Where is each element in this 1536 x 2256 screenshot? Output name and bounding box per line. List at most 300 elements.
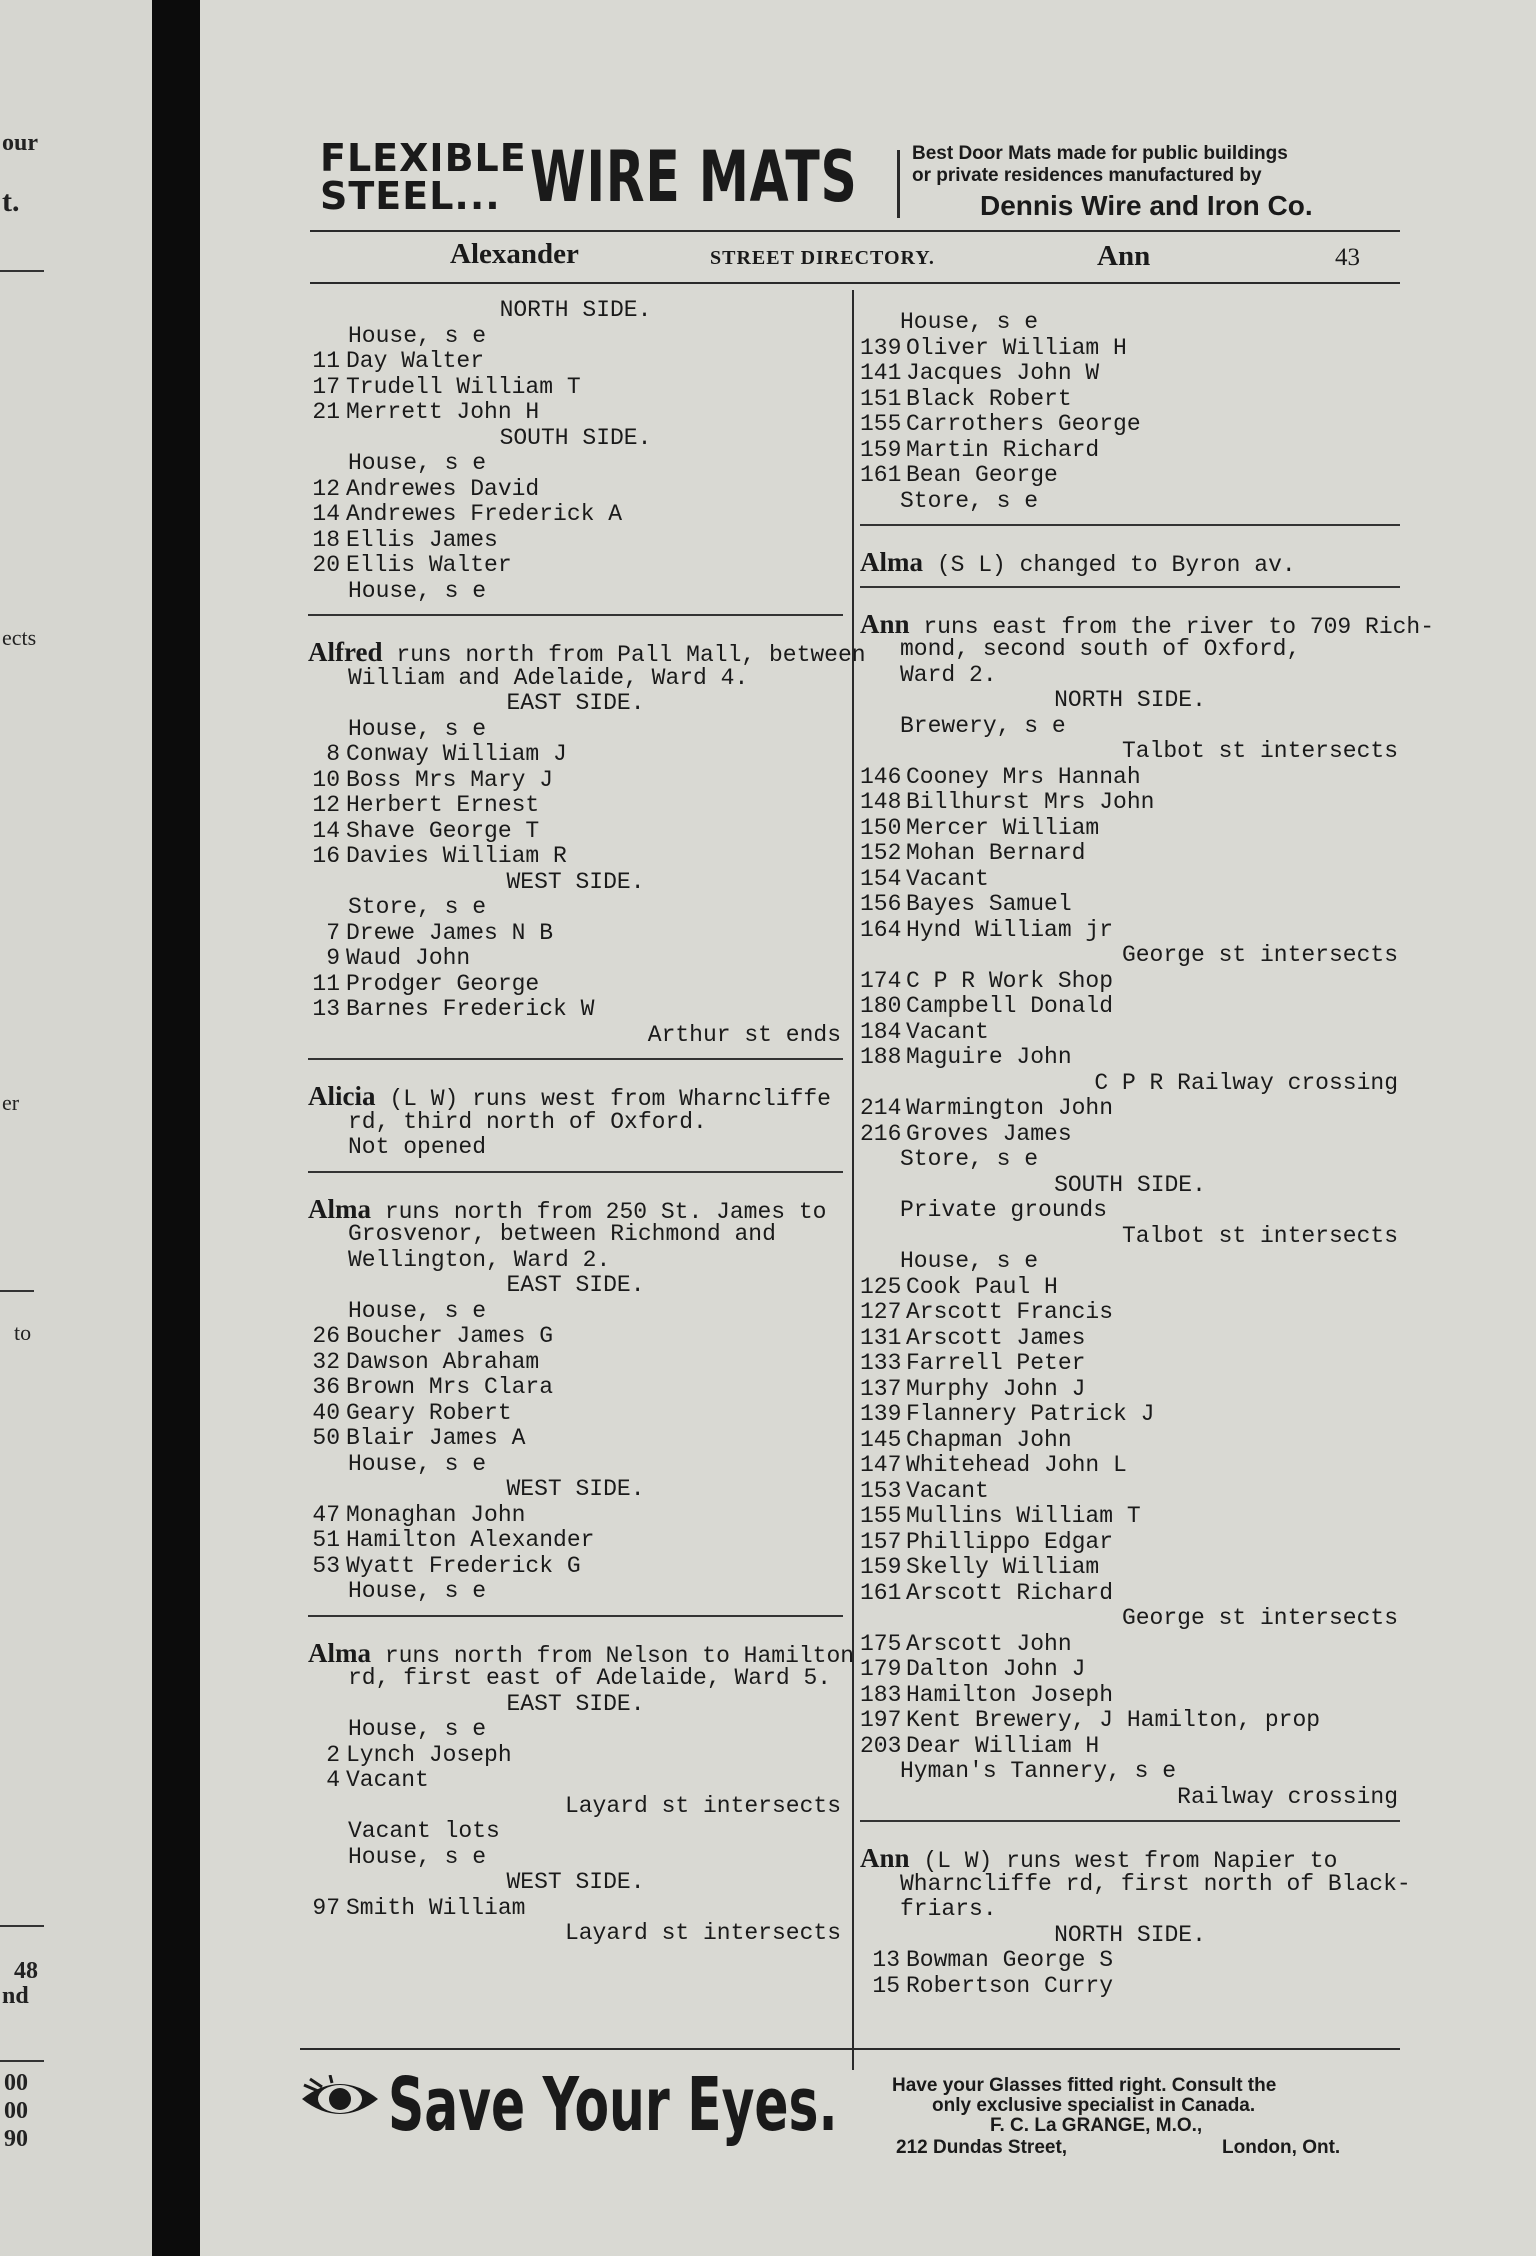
section-divider: [308, 614, 843, 626]
indented-line: House, s e: [348, 1843, 487, 1870]
resident-name: Herbert Ernest: [346, 792, 540, 818]
directory-entry: [308, 1743, 843, 1769]
indented-line: Ward 2.: [900, 661, 997, 688]
resident-name: Wyatt Frederick G: [346, 1552, 581, 1579]
directory-entry: [308, 528, 843, 554]
ad-address: 212 Dundas Street,: [896, 2137, 1068, 2158]
house-number: 40: [312, 1399, 340, 1426]
directory-entry: [860, 387, 1400, 413]
directory-entry: [308, 1554, 843, 1580]
directory-entry: [308, 1401, 843, 1427]
directory-entry: [860, 816, 1400, 842]
resident-name: Martin Richard: [906, 436, 1100, 463]
directory-entry: [308, 400, 843, 426]
street-name: Alma: [308, 1637, 371, 1668]
house-number: 18: [312, 526, 340, 553]
directory-entry: [308, 921, 843, 947]
side-heading: EAST SIDE.: [506, 1690, 645, 1717]
street-description: (L W) runs west from Wharncliffe: [389, 1086, 831, 1112]
directory-entry: [860, 1122, 1400, 1148]
directory-entry: [308, 1426, 843, 1452]
fragment-text: 00: [4, 2098, 28, 2124]
fragment-text: 48: [14, 1958, 38, 1984]
indented-line: mond, second south of Oxford,: [900, 636, 1301, 662]
house-number: 197: [860, 1707, 902, 1733]
directory-entry: [860, 1581, 1400, 1607]
directory-entry: [860, 412, 1400, 438]
directory-entry: [308, 946, 843, 972]
indented-line: House, s e: [900, 1248, 1039, 1274]
directory-entry: [860, 969, 1400, 995]
house-number: 26: [312, 1323, 340, 1349]
directory-entry: [308, 1528, 843, 1554]
directory-entry: [860, 892, 1400, 918]
street-description: (S L) changed to Byron av.: [936, 552, 1296, 578]
house-number: 133: [860, 1350, 902, 1376]
house-number: 146: [860, 763, 902, 790]
directory-entry: [308, 768, 843, 794]
directory-entry: [860, 1974, 1400, 2000]
directory-entry: [860, 1504, 1400, 1530]
directory-entry: [860, 336, 1400, 362]
resident-name: Ellis James: [346, 526, 498, 553]
house-number: 203: [860, 1732, 902, 1759]
house-number: 155: [860, 1503, 902, 1529]
section-divider: [860, 586, 1400, 598]
street-entry: [308, 1637, 855, 1669]
indented-line: Private grounds: [900, 1197, 1108, 1223]
directory-entry: [860, 918, 1400, 944]
house-number: 175: [860, 1630, 902, 1657]
resident-name: Arscott James: [906, 1324, 1086, 1351]
house-number: 161: [860, 1579, 902, 1606]
indented-line: Wharncliffe rd, first north of Black-: [900, 1870, 1411, 1897]
street-name: Alma: [308, 1193, 371, 1224]
directory-entry: [860, 867, 1400, 893]
resident-name: Drewe James N B: [346, 919, 554, 946]
house-number: 2: [326, 1741, 340, 1768]
resident-name: Bowman George S: [906, 1947, 1114, 1973]
house-number: 12: [312, 475, 340, 502]
street-entry: [860, 1843, 1400, 1874]
indented-line: Store, s e: [348, 894, 487, 920]
indented-line: House, s e: [348, 1716, 487, 1742]
resident-name: Davies William R: [346, 843, 567, 869]
house-number: 21: [312, 399, 340, 425]
house-number: 137: [860, 1375, 902, 1402]
directory-entry: [860, 1708, 1400, 1734]
directory-entry: [860, 1530, 1400, 1556]
resident-name: Brown Mrs Clara: [346, 1374, 554, 1400]
resident-name: Vacant: [346, 1767, 429, 1793]
resident-name: Campbell Donald: [906, 993, 1114, 1019]
indented-line: Brewery, s e: [900, 712, 1066, 739]
indented-line: House, s e: [348, 715, 487, 742]
house-number: 188: [860, 1044, 902, 1070]
ad-optician-name: F. C. La GRANGE, M.O.,: [990, 2115, 1203, 2136]
directory-entry: [860, 1657, 1400, 1683]
house-number: 147: [860, 1452, 902, 1478]
street-entry: [308, 1081, 843, 1112]
house-number: 131: [860, 1324, 902, 1351]
directory-entry: [308, 972, 843, 998]
house-number: 10: [312, 766, 340, 793]
house-number: 13: [312, 996, 340, 1022]
house-number: 148: [860, 789, 902, 815]
directory-entry: [860, 1377, 1400, 1403]
street-entry: [308, 637, 866, 668]
indented-line: House, s e: [348, 1578, 487, 1604]
indented-line: rd, first east of Adelaide, Ward 5.: [348, 1665, 832, 1691]
resident-name: Murphy John J: [906, 1375, 1086, 1402]
street-intersection: Railway crossing: [1177, 1783, 1398, 1810]
resident-name: Mohan Bernard: [906, 840, 1086, 866]
resident-name: Carrothers George: [906, 411, 1141, 437]
indented-line: Store, s e: [900, 1146, 1039, 1172]
directory-entry: [860, 994, 1400, 1020]
ad-glasses-line: Have your Glasses fitted right. Consult the: [892, 2075, 1277, 2096]
street-intersection: Layard st intersects: [564, 1920, 841, 1946]
house-number: 16: [312, 843, 340, 869]
street-note: Not opened: [348, 1134, 487, 1160]
house-number: 14: [312, 501, 340, 527]
indented-line: House, s e: [900, 309, 1039, 335]
resident-name: Mullins William T: [906, 1503, 1141, 1529]
side-heading: SOUTH SIDE.: [499, 424, 652, 451]
section-divider: [308, 1058, 843, 1070]
ad-flexible: FLEXIBLE: [320, 136, 527, 180]
house-number: 157: [860, 1528, 902, 1555]
resident-name: Cooney Mrs Hannah: [906, 763, 1141, 790]
house-number: 7: [326, 919, 340, 946]
resident-name: Conway William J: [346, 741, 567, 767]
street-entry: [308, 1193, 843, 1225]
resident-name: Farrell Peter: [906, 1350, 1086, 1376]
directory-entry: [860, 1275, 1400, 1301]
indented-line: William and Adelaide, Ward 4.: [348, 664, 749, 691]
house-number: 179: [860, 1656, 902, 1682]
directory-entry: [860, 1632, 1400, 1658]
house-number: 154: [860, 865, 902, 892]
directory-entry: [860, 1045, 1400, 1071]
resident-name: Vacant: [906, 865, 989, 892]
resident-name: Whitehead John L: [906, 1452, 1127, 1478]
side-heading: NORTH SIDE.: [1054, 687, 1206, 713]
resident-name: Robertson Curry: [906, 1972, 1114, 1999]
house-number: 164: [860, 916, 902, 943]
house-number: 13: [872, 1947, 900, 1973]
street-description: runs east from the river to 709 Rich-: [923, 613, 1435, 640]
ad-specialist-line: only exclusive specialist in Canada.: [932, 2095, 1256, 2116]
resident-name: Bayes Samuel: [906, 891, 1072, 917]
indented-line: Grosvenor, between Richmond and: [348, 1221, 776, 1247]
resident-name: Black Robert: [906, 385, 1072, 412]
resident-name: Arscott Richard: [906, 1579, 1114, 1606]
resident-name: Ellis Walter: [346, 552, 512, 578]
eye-icon: [300, 2075, 380, 2123]
house-number: 139: [860, 334, 902, 361]
house-number: 150: [860, 814, 902, 841]
resident-name: Kent Brewery, J Hamilton, prop: [906, 1707, 1321, 1733]
house-number: 159: [860, 436, 902, 463]
directory-entry: [308, 1350, 843, 1376]
house-number: 20: [312, 552, 340, 578]
resident-name: Dalton John J: [906, 1656, 1086, 1682]
street-description: (L W) runs west from Napier to: [923, 1848, 1338, 1874]
directory-entry: [308, 1896, 843, 1922]
street-name: Alicia: [308, 1081, 376, 1111]
house-number: 156: [860, 891, 902, 917]
directory-entry: [860, 1402, 1400, 1428]
resident-name: Flannery Patrick J: [906, 1401, 1155, 1427]
street-intersection: George st intersects: [1121, 942, 1398, 968]
resident-name: Bean George: [906, 462, 1058, 488]
resident-name: Groves James: [906, 1120, 1072, 1147]
ad-save-your-eyes: Save Your Eyes.: [388, 2062, 838, 2148]
resident-name: Boucher James G: [346, 1323, 554, 1349]
resident-name: Oliver William H: [906, 334, 1127, 361]
house-number: 145: [860, 1426, 902, 1453]
resident-name: Smith William: [346, 1894, 526, 1921]
indented-line: Wellington, Ward 2.: [348, 1246, 611, 1273]
house-number: 51: [312, 1527, 340, 1553]
resident-name: Lynch Joseph: [346, 1741, 512, 1768]
directory-entry: [308, 349, 843, 375]
resident-name: Warmington John: [906, 1095, 1114, 1121]
header-last-street: Ann: [1097, 240, 1151, 272]
street-description: runs north from 250 St. James to: [384, 1198, 827, 1225]
resident-name: Waud John: [346, 945, 471, 971]
indented-line: House, s e: [348, 1297, 487, 1324]
indented-line: friars.: [900, 1896, 997, 1922]
side-heading: SOUTH SIDE.: [1054, 1171, 1206, 1198]
resident-name: Blair James A: [346, 1425, 526, 1451]
house-number: 47: [312, 1501, 340, 1528]
directory-entry: [860, 1096, 1400, 1122]
street-intersection: Arthur st ends: [647, 1021, 841, 1048]
adjacent-page-fragment: [0, 0, 152, 2256]
directory-entry: [860, 1555, 1400, 1581]
indented-line: House, s e: [348, 450, 487, 476]
section-divider: [308, 1171, 843, 1183]
directory-entry: [308, 375, 843, 401]
directory-entry: [308, 1324, 843, 1350]
directory-entry: [860, 1300, 1400, 1326]
resident-name: Arscott John: [906, 1630, 1072, 1657]
resident-name: Monaghan John: [346, 1501, 526, 1528]
resident-name: C P R Work Shop: [906, 967, 1114, 994]
indented-line: rd, third north of Oxford.: [348, 1108, 707, 1135]
house-number: 141: [860, 360, 902, 386]
directory-entry: [860, 361, 1400, 387]
indented-line: Store, s e: [900, 487, 1039, 514]
resident-name: Shave George T: [346, 817, 540, 844]
resident-name: Barnes Frederick W: [346, 996, 595, 1022]
street-name: Ann: [860, 608, 910, 639]
directory-entry: [308, 844, 843, 870]
header-first-street: Alexander: [450, 238, 579, 270]
indented-line: House, s e: [348, 577, 487, 604]
section-divider: [860, 524, 1400, 536]
fragment-text: nd: [2, 1983, 29, 2009]
page-number: 43: [1335, 244, 1360, 271]
house-number: 50: [312, 1425, 340, 1451]
right-column: [860, 309, 1435, 1999]
house-number: 183: [860, 1681, 902, 1708]
house-number: 151: [860, 385, 902, 412]
street-intersection: C P R Railway crossing: [1094, 1069, 1398, 1096]
directory-entry: [860, 765, 1400, 791]
house-number: 214: [860, 1095, 902, 1121]
street-name: Alfred: [308, 637, 383, 667]
directory-entry: [860, 1453, 1400, 1479]
resident-name: Boss Mrs Mary J: [346, 766, 554, 793]
fragment-text: t.: [2, 185, 20, 218]
street-name: Alma: [860, 547, 923, 577]
resident-name: Vacant: [906, 1477, 989, 1504]
fragment-text: to: [14, 1320, 32, 1345]
resident-name: Prodger George: [346, 970, 540, 997]
resident-name: Hamilton Joseph: [906, 1681, 1114, 1708]
house-number: 9: [326, 945, 340, 971]
resident-name: Mercer William: [906, 814, 1100, 841]
side-heading: WEST SIDE.: [506, 868, 645, 895]
house-number: 127: [860, 1299, 902, 1325]
street-intersection: Talbot st intersects: [1121, 738, 1398, 764]
resident-name: Day Walter: [346, 348, 485, 374]
fragment-text: er: [2, 1090, 20, 1115]
fragment-text: our: [2, 130, 38, 156]
house-number: 36: [312, 1374, 340, 1400]
resident-name: Jacques John W: [906, 360, 1100, 386]
street-entry: [860, 547, 1400, 578]
resident-name: Trudell William T: [346, 373, 581, 400]
resident-name: Andrewes David: [346, 475, 540, 502]
indented-line: House, s e: [348, 322, 487, 349]
side-heading: WEST SIDE.: [506, 1476, 645, 1502]
resident-name: Phillippo Edgar: [906, 1528, 1114, 1555]
directory-entry: [308, 502, 843, 528]
directory-entry: [860, 438, 1400, 464]
resident-name: Merrett John H: [346, 399, 540, 425]
street-description: runs north from Nelson to Hamilton: [384, 1642, 855, 1669]
ad-steel: STEEL...: [320, 174, 501, 218]
house-number: 174: [860, 967, 902, 994]
resident-name: Maguire John: [906, 1044, 1072, 1070]
directory-entry: [860, 1428, 1400, 1454]
directory-entry: [308, 742, 843, 768]
side-heading: WEST SIDE.: [506, 1869, 645, 1895]
house-number: 155: [860, 411, 902, 437]
street-intersection: Layard st intersects: [564, 1792, 841, 1819]
house-number: 97: [312, 1894, 340, 1921]
directory-entry: [860, 1351, 1400, 1377]
resident-name: Geary Robert: [346, 1399, 512, 1426]
directory-entry: [308, 1768, 843, 1794]
house-number: 139: [860, 1401, 902, 1427]
street-intersection: Talbot st intersects: [1121, 1222, 1398, 1249]
directory-entry: [860, 1683, 1400, 1709]
house-number: 8: [326, 741, 340, 767]
side-heading: EAST SIDE.: [506, 1272, 645, 1298]
resident-name: Skelly William: [906, 1554, 1100, 1580]
street-description: runs north from Pall Mall, between: [396, 642, 866, 668]
house-number: 15: [872, 1972, 900, 1999]
section-divider: [860, 1820, 1400, 1832]
house-number: 11: [312, 970, 340, 997]
directory-entry: [308, 477, 843, 503]
indented-line: Hyman's Tannery, s e: [900, 1758, 1177, 1784]
street-intersection: George st intersects: [1121, 1605, 1398, 1631]
resident-name: Andrewes Frederick A: [346, 501, 623, 527]
fragment-text: 00: [4, 2070, 28, 2096]
directory-entry: [860, 1948, 1400, 1974]
resident-name: Dear William H: [906, 1732, 1100, 1759]
resident-name: Arscott Francis: [906, 1299, 1114, 1325]
house-number: 32: [312, 1348, 340, 1375]
house-number: 180: [860, 993, 902, 1019]
ad-best-door-mats: Best Door Mats made for public buildings: [912, 143, 1288, 164]
house-number: 125: [860, 1273, 902, 1300]
section-divider: [308, 1615, 843, 1627]
house-number: 153: [860, 1477, 902, 1504]
page-gutter: [152, 0, 200, 2256]
house-number: 14: [312, 817, 340, 844]
indented-line: House, s e: [348, 1450, 487, 1477]
directory-entry: [308, 793, 843, 819]
house-number: 159: [860, 1554, 902, 1580]
directory-entry: [860, 841, 1400, 867]
resident-name: Cook Paul H: [906, 1273, 1058, 1300]
directory-page: [200, 0, 1536, 2256]
directory-entry: [308, 1375, 843, 1401]
ad-city: London, Ont.: [1222, 2137, 1341, 2158]
ad-wire-mats: WIRE MATS: [530, 136, 858, 218]
house-number: 12: [312, 792, 340, 818]
resident-name: Hynd William jr: [906, 916, 1114, 943]
house-number: 4: [326, 1767, 340, 1793]
directory-entry: [308, 997, 843, 1023]
house-number: 11: [312, 348, 340, 374]
directory-entry: [860, 463, 1400, 489]
house-number: 53: [312, 1552, 340, 1579]
side-heading: NORTH SIDE.: [499, 297, 652, 323]
house-number: 161: [860, 462, 902, 488]
directory-entry: [860, 1734, 1400, 1760]
ad-company: Dennis Wire and Iron Co.: [980, 190, 1313, 221]
house-number: 184: [860, 1018, 902, 1045]
header-title: STREET DIRECTORY.: [710, 247, 935, 269]
resident-name: Vacant: [906, 1018, 989, 1045]
directory-entry: [308, 553, 843, 579]
resident-name: Chapman John: [906, 1426, 1072, 1453]
resident-name: Billhurst Mrs John: [906, 789, 1155, 815]
indented-line: Vacant lots: [348, 1818, 500, 1844]
directory-entry: [860, 790, 1400, 816]
house-number: 17: [312, 373, 340, 400]
directory-entry: [860, 1020, 1400, 1046]
directory-entry: [860, 1326, 1400, 1352]
fragment-text: 90: [4, 2126, 28, 2152]
house-number: 152: [860, 840, 902, 866]
left-column: [308, 297, 866, 1947]
street-name: Ann: [860, 1843, 910, 1873]
fragment-text: ects: [2, 625, 37, 650]
house-number: 216: [860, 1120, 902, 1147]
directory-entry: [308, 819, 843, 845]
side-heading: EAST SIDE.: [506, 690, 645, 716]
side-heading: NORTH SIDE.: [1054, 1921, 1206, 1948]
